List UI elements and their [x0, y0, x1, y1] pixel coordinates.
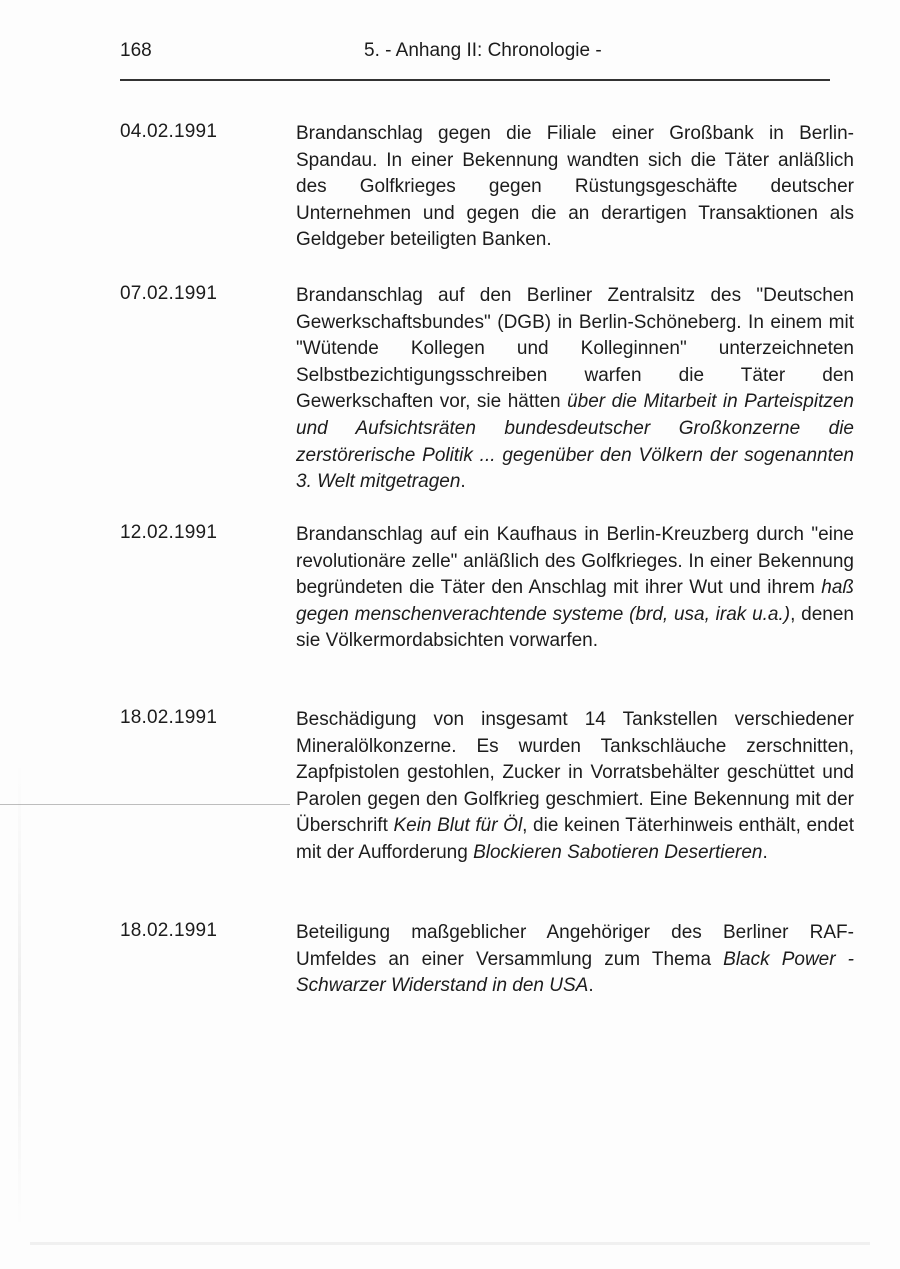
scan-artifact-line: [0, 804, 290, 805]
entry-text: [296, 920, 854, 1000]
text-segment: Brandanschlag gegen die Filiale einer Großbank in Berlin-Spandau. In einer Bekennung wandten sich die Täter anläßlich des Golfkrieges gegen Rüstungsgeschäfte deutscher Unternehmen und gegen die an derartigen Transaktionen als Geldgeber beteiligten Banken.: [296, 123, 854, 251]
entry-text: [296, 707, 854, 867]
scan-shadow-left: [18, 760, 21, 1230]
entry-text: [296, 522, 854, 655]
header-rule: [120, 79, 830, 81]
text-segment: Beteiligung maßgeblicher Angehöriger des Berliner RAF-Umfeldes an einer Versammlung zum Thema: [296, 922, 854, 970]
quoted-text: haß gegen menschenverachtende systeme (brd, usa, irak u.a.): [296, 577, 854, 625]
text-segment: Beschädigung von insgesamt 14 Tankstellen verschiedener Mineralölkonzerne. Es wurden Tankschläuche zerschnitten, Zapfpistolen gestohlen, Zucker in Vorratsbehälter geschüttet und Parolen gegen den Golfkrieg geschmiert. Eine Bekennung mit der Überschrift: [296, 709, 854, 837]
quoted-text: Blockieren Sabotieren Desertieren: [473, 841, 763, 863]
entry-date: 04.02.1991: [120, 121, 218, 142]
scan-shadow-bottom: [30, 1242, 870, 1245]
text-segment: .: [588, 975, 594, 997]
quoted-text: über die Mitarbeit in Parteispitzen und Aufsichtsräten bundesdeutscher Großkonzerne die zerstörerische Politik ... gegenüber den Völkern der sogenannten 3. Welt mitgetragen: [296, 391, 854, 493]
entry-date: 18.02.1991: [120, 920, 218, 941]
page-number: 168: [120, 40, 152, 61]
entry-text: [296, 283, 854, 496]
entry-date: 12.02.1991: [120, 522, 218, 543]
quoted-text: Black Power - Schwarzer Widerstand in den USA: [296, 948, 855, 997]
text-segment: , die keinen Täterhinweis enthält, endet mit der Aufforderung: [296, 815, 854, 863]
entry-text: [296, 121, 854, 254]
entry-date: 18.02.1991: [120, 707, 218, 728]
text-segment: , denen sie Völkermordabsichten vorwarfen.: [296, 603, 854, 652]
text-segment: .: [762, 841, 768, 863]
quoted-text: Kein Blut für Öl: [393, 815, 523, 837]
page-header: [120, 40, 830, 70]
text-segment: Brandanschlag auf den Berliner Zentralsitz des "Deutschen Gewerkschaftsbundes" (DGB) in Berlin-Schöneberg. In einem mit "Wütende Kollegen und Kolleginnen" unterzeichneten Selbstbezichtigungsschreiben warfen die Täter den Gewerkschaften vor, sie hätten: [296, 285, 854, 413]
entry-date: 07.02.1991: [120, 283, 218, 304]
running-title: 5. - Anhang II: Chronologie -: [364, 40, 602, 61]
text-segment: Brandanschlag auf ein Kaufhaus in Berlin-Kreuzberg durch "eine revolutionäre zelle" anläßlich des Golfkrieges. In einer Bekennung begründeten die Täter den Anschlag mit ihrer Wut und ihrem: [296, 524, 854, 599]
text-segment: .: [460, 471, 466, 493]
